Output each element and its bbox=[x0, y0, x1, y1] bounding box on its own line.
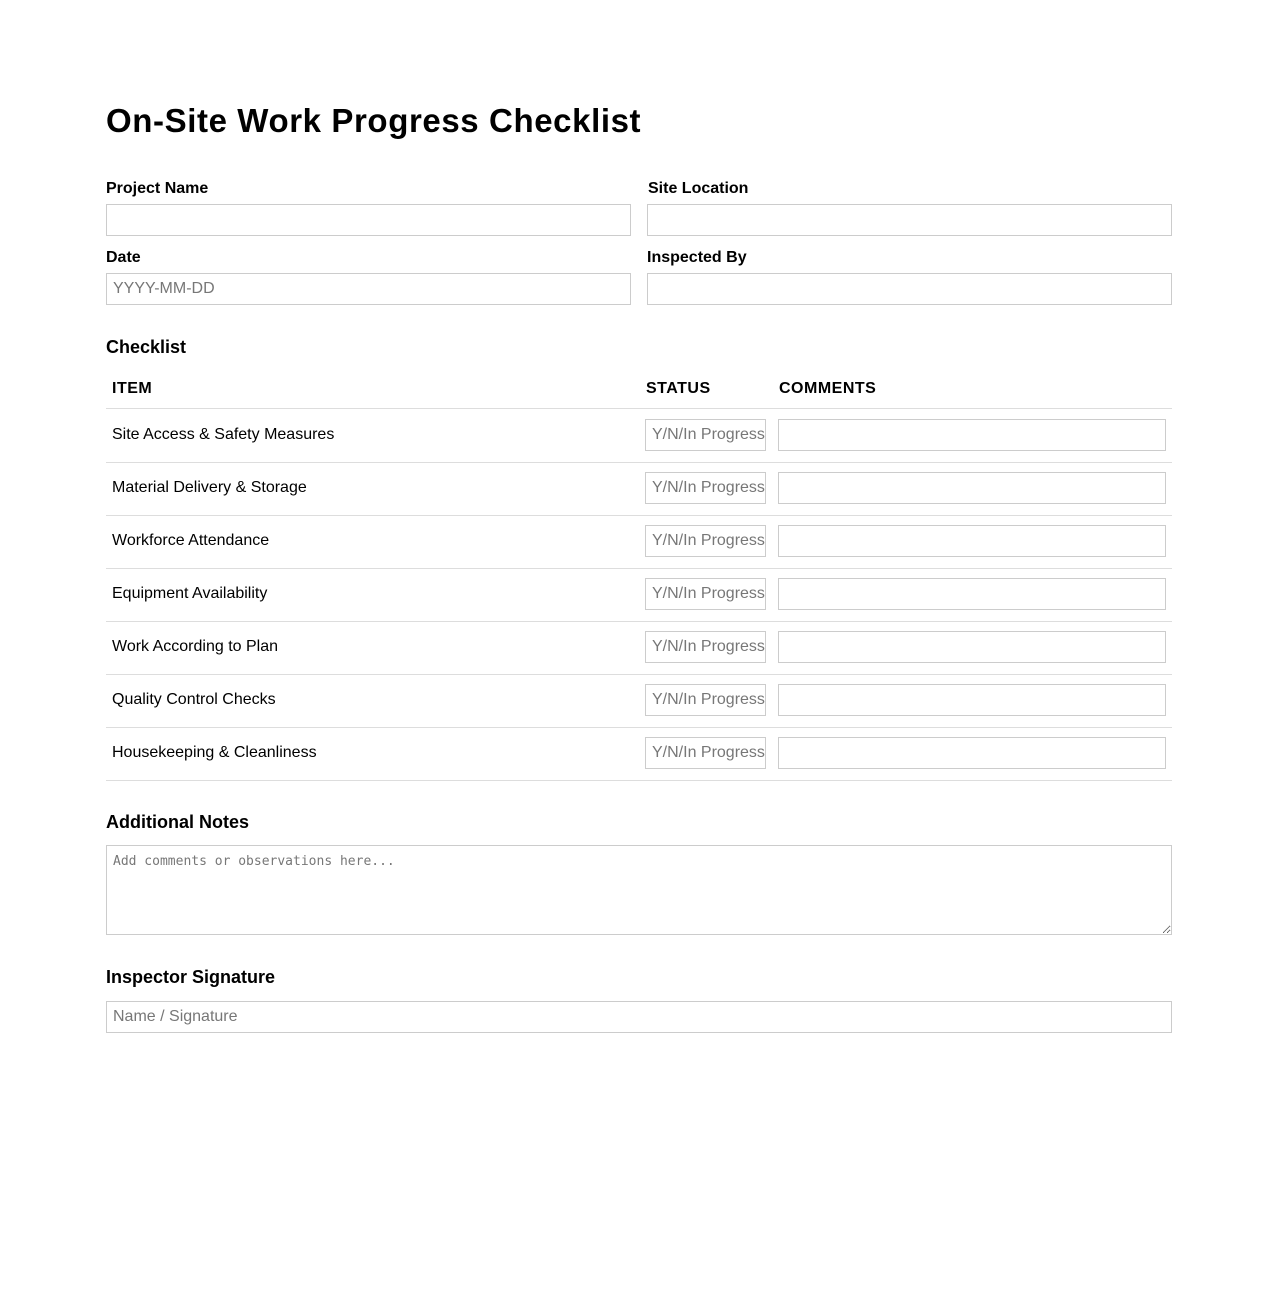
checklist-item-label: Material Delivery & Storage bbox=[112, 479, 307, 496]
checklist-item-label: Housekeeping & Cleanliness bbox=[112, 744, 317, 761]
comments-input[interactable] bbox=[778, 472, 1166, 504]
status-input[interactable] bbox=[645, 419, 766, 451]
status-input[interactable] bbox=[645, 472, 766, 504]
checklist-heading: Checklist bbox=[106, 337, 187, 357]
status-placeholder: Y/N/In Progress bbox=[652, 585, 765, 602]
additional-notes-heading: Additional Notes bbox=[106, 812, 249, 832]
status-placeholder: Y/N/In Progress bbox=[652, 744, 765, 761]
checklist-item-label: Quality Control Checks bbox=[112, 691, 276, 708]
checklist-row bbox=[106, 568, 1172, 622]
checklist-row bbox=[106, 674, 1172, 728]
checklist-row bbox=[106, 462, 1172, 516]
date-label: Date bbox=[106, 249, 141, 266]
project-name-label: Project Name bbox=[106, 180, 209, 197]
inspector-signature-heading: Inspector Signature bbox=[106, 967, 276, 987]
checklist-item-label: Site Access & Safety Measures bbox=[112, 426, 335, 443]
project-name-input[interactable] bbox=[106, 204, 631, 236]
checklist-row bbox=[106, 515, 1172, 569]
column-header-comments: COMMENTS bbox=[779, 380, 877, 397]
date-input[interactable] bbox=[106, 273, 631, 305]
status-input[interactable] bbox=[645, 578, 766, 610]
checklist-row bbox=[106, 727, 1172, 781]
checklist-item-label: Workforce Attendance bbox=[112, 532, 270, 549]
status-placeholder: Y/N/In Progress bbox=[652, 426, 765, 443]
page-title: On-Site Work Progress Checklist bbox=[106, 102, 642, 139]
comments-input[interactable] bbox=[778, 737, 1166, 769]
status-placeholder: Y/N/In Progress bbox=[652, 691, 765, 708]
signature-input[interactable] bbox=[106, 1001, 1172, 1033]
comments-input[interactable] bbox=[778, 631, 1166, 663]
comments-input[interactable] bbox=[778, 684, 1166, 716]
checklist-item-label: Work According to Plan bbox=[112, 638, 279, 655]
comments-input[interactable] bbox=[778, 419, 1166, 451]
checklist-row bbox=[106, 409, 1172, 463]
status-input[interactable] bbox=[645, 737, 766, 769]
status-input[interactable] bbox=[645, 684, 766, 716]
comments-input[interactable] bbox=[778, 578, 1166, 610]
inspected-by-label: Inspected By bbox=[647, 249, 747, 266]
status-placeholder: Y/N/In Progress bbox=[652, 638, 765, 655]
status-placeholder: Y/N/In Progress bbox=[652, 532, 765, 549]
status-input[interactable] bbox=[645, 525, 766, 557]
column-header-item: ITEM bbox=[112, 380, 153, 397]
site-location-input[interactable] bbox=[647, 204, 1172, 236]
status-placeholder: Y/N/In Progress bbox=[652, 479, 765, 496]
status-input[interactable] bbox=[645, 631, 766, 663]
checklist-row bbox=[106, 621, 1172, 675]
inspected-by-input[interactable] bbox=[647, 273, 1172, 305]
additional-notes-textarea[interactable] bbox=[106, 845, 1172, 935]
comments-input[interactable] bbox=[778, 525, 1166, 557]
site-location-label: Site Location bbox=[648, 180, 749, 197]
checklist-item-label: Equipment Availability bbox=[112, 585, 268, 602]
column-header-status: STATUS bbox=[646, 380, 711, 397]
